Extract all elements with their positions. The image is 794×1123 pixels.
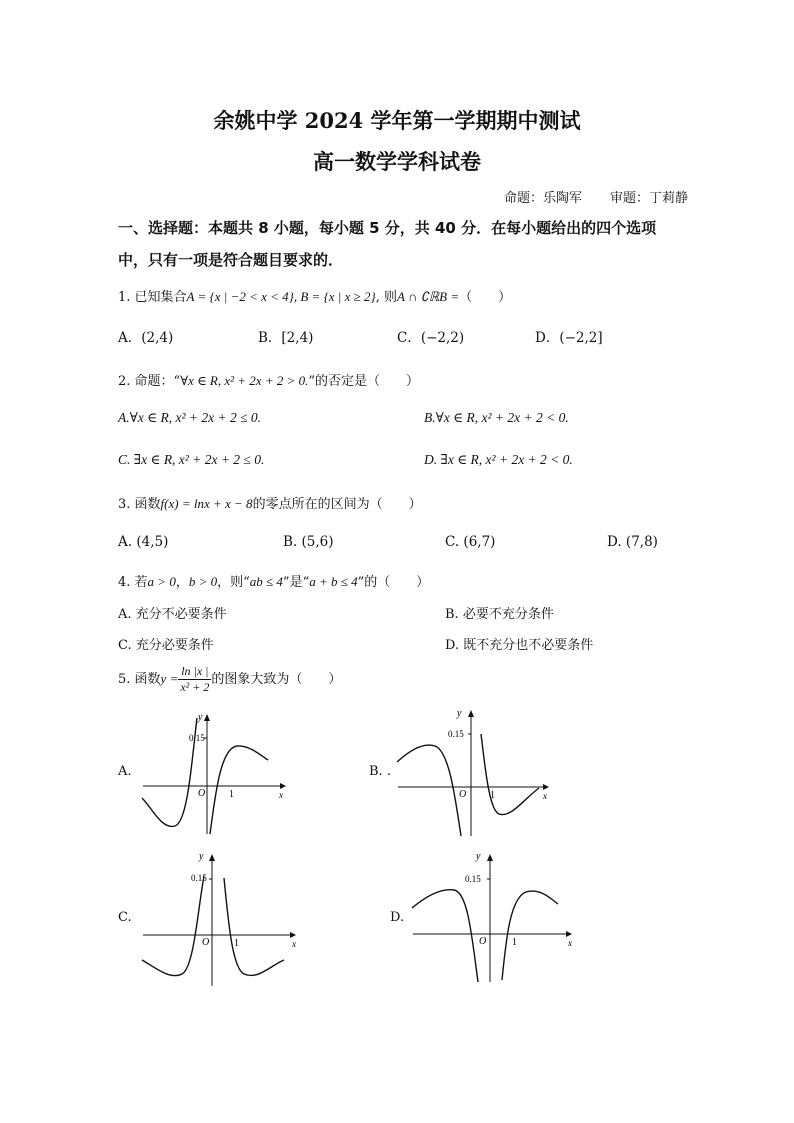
q2-option-b: B.∀x ∈ R, x² + 2x + 2 < 0. bbox=[424, 410, 569, 425]
q3-option-d: D. (7,8) bbox=[607, 534, 658, 550]
q3-option-a: A. (4,5) bbox=[118, 534, 169, 550]
origin-label: O bbox=[459, 789, 467, 800]
q1-set-a: A = {x | −2 < x < 4} bbox=[186, 289, 294, 304]
y-tick-label: 0.15 bbox=[465, 874, 481, 884]
curve-right bbox=[224, 878, 284, 975]
q5-stem-pre: 5. 函数 bbox=[118, 672, 161, 687]
q3-stem-pre: 3. 函数 bbox=[118, 497, 161, 512]
x-tick-label: 1 bbox=[234, 938, 239, 949]
q2-option-d: D. ∃x ∈ R, x² + 2x + 2 < 0. bbox=[424, 452, 573, 467]
x-axis-label: x bbox=[568, 938, 572, 948]
q5-denominator: x² + 2 bbox=[180, 680, 210, 694]
origin-label: O bbox=[198, 788, 206, 799]
y-tick-label: 0.15 bbox=[448, 729, 464, 739]
q4-separator: ， bbox=[175, 575, 189, 590]
q1-option-a: A．(2,4) bbox=[118, 330, 174, 346]
x-tick-label: 1 bbox=[229, 789, 234, 800]
q5-numerator: ln |x | bbox=[178, 664, 211, 680]
q2-option-a: A.∀x ∈ R, x² + 2x + 2 ≤ 0. bbox=[118, 410, 262, 425]
exam-title: 余姚中学 2024 学年第一学期期中测试 bbox=[213, 108, 581, 133]
origin-label: O bbox=[202, 937, 210, 948]
x-axis-label: x bbox=[279, 790, 283, 800]
q1-set-b: , B = {x | x ≥ 2} bbox=[293, 289, 376, 304]
q1-stem-mid: , 则 bbox=[375, 290, 397, 305]
q1-stem-pre: 1. 已知集合 bbox=[118, 290, 187, 305]
y-axis-arrow bbox=[487, 854, 493, 861]
y-axis-label: y bbox=[198, 712, 203, 723]
q4-stem-post: ”的（ ） bbox=[357, 575, 430, 590]
q5-option-c-label: C. bbox=[118, 910, 132, 925]
curve-left bbox=[397, 745, 461, 836]
y-axis-arrow bbox=[468, 710, 474, 717]
q5-graph-c bbox=[140, 848, 305, 988]
question-4-stem bbox=[118, 571, 429, 590]
x-axis-arrow bbox=[290, 932, 296, 938]
q4-q: a + b ≤ 4 bbox=[309, 574, 358, 589]
y-axis-label: y bbox=[476, 851, 481, 862]
curve-left bbox=[412, 890, 478, 982]
q1-option-c: C．(−2,2) bbox=[397, 330, 465, 346]
question-5-stem bbox=[118, 664, 341, 695]
curve-right bbox=[502, 891, 558, 980]
reviewer: 审题：丁莉静 bbox=[609, 191, 688, 206]
question-1-stem bbox=[118, 286, 511, 305]
q2-stem-pre: 2. 命题：“ bbox=[118, 374, 181, 389]
x-tick-label: 1 bbox=[512, 937, 517, 948]
q4-cond-a: a > 0 bbox=[147, 574, 176, 589]
author-line bbox=[504, 187, 688, 206]
question-2-stem bbox=[118, 370, 419, 389]
q5-graph-d bbox=[410, 848, 578, 986]
origin-label: O bbox=[479, 936, 487, 947]
x-axis-arrow bbox=[566, 931, 572, 937]
q4-option-d: D. 既不充分也不必要条件 bbox=[445, 638, 594, 653]
x-axis-label: x bbox=[543, 791, 547, 801]
q2-proposition: ∀x ∈ R, x² + 2x + 2 > 0. bbox=[180, 373, 309, 388]
curve-right bbox=[210, 746, 268, 834]
q4-stem-pre: 4. 若 bbox=[118, 575, 148, 590]
x-axis-label: x bbox=[292, 939, 296, 949]
curve-left bbox=[142, 876, 204, 976]
q5-fraction bbox=[178, 664, 211, 695]
y-axis-label: y bbox=[457, 708, 462, 719]
q4-option-c: C. 充分必要条件 bbox=[118, 638, 214, 653]
exam-subtitle: 高一数学学科试卷 bbox=[313, 149, 481, 174]
y-axis-arrow bbox=[204, 714, 210, 721]
q3-function: f(x) = lnx + x − 8 bbox=[160, 496, 253, 511]
q4-option-b: B. 必要不充分条件 bbox=[445, 607, 554, 622]
q5-graph-b bbox=[395, 706, 555, 840]
y-axis-label: y bbox=[199, 851, 204, 862]
y-tick-label: 0.15 bbox=[189, 733, 205, 743]
q4-stem-mid1: ，则“ bbox=[217, 575, 250, 590]
curve-right bbox=[481, 734, 539, 815]
q4-p: ab ≤ 4 bbox=[249, 574, 283, 589]
q2-option-c: C. ∃x ∈ R, x² + 2x + 2 ≤ 0. bbox=[118, 452, 265, 467]
q5-stem-post: 的图象大致为（ ） bbox=[211, 672, 342, 687]
q1-expr: A ∩ ∁ℝB = bbox=[396, 289, 460, 304]
q1-option-b: B．[2,4) bbox=[258, 330, 314, 346]
q2-stem-post: ”的否定是（ ） bbox=[308, 374, 420, 389]
q5-option-d-label: D. bbox=[390, 910, 405, 925]
question-3-stem bbox=[118, 493, 422, 512]
q5-y: y = bbox=[160, 671, 179, 686]
author: 命题：乐陶军 bbox=[503, 191, 582, 206]
y-axis-arrow bbox=[209, 854, 215, 861]
q3-option-c: C. (6,7) bbox=[445, 534, 496, 550]
q4-option-a: A. 充分不必要条件 bbox=[118, 607, 227, 622]
q4-cond-b: b > 0 bbox=[188, 574, 218, 589]
q3-option-b: B. (5,6) bbox=[283, 534, 334, 550]
q4-stem-mid2: ”是“ bbox=[282, 575, 310, 590]
section-heading-line1: 一、选择题：本题共 8 小题，每小题 5 分，共 40 分．在每小题给出的四个选项 bbox=[118, 219, 657, 237]
section-heading-line2: 中，只有一项是符合题目要求的． bbox=[118, 251, 344, 269]
q5-graph-a bbox=[140, 708, 290, 836]
q5-option-b-label: B. . bbox=[369, 764, 391, 779]
q5-option-a-label: A. bbox=[118, 764, 132, 779]
q3-stem-post: 的零点所在的区间为（ ） bbox=[252, 497, 422, 512]
x-axis-arrow bbox=[280, 783, 286, 789]
q1-stem-post: （ ） bbox=[459, 290, 512, 305]
x-tick-label: 1 bbox=[490, 790, 495, 801]
q1-option-d: D．(−2,2] bbox=[535, 330, 603, 346]
y-tick-label: 0.15 bbox=[191, 873, 207, 883]
x-axis-arrow bbox=[543, 784, 549, 790]
